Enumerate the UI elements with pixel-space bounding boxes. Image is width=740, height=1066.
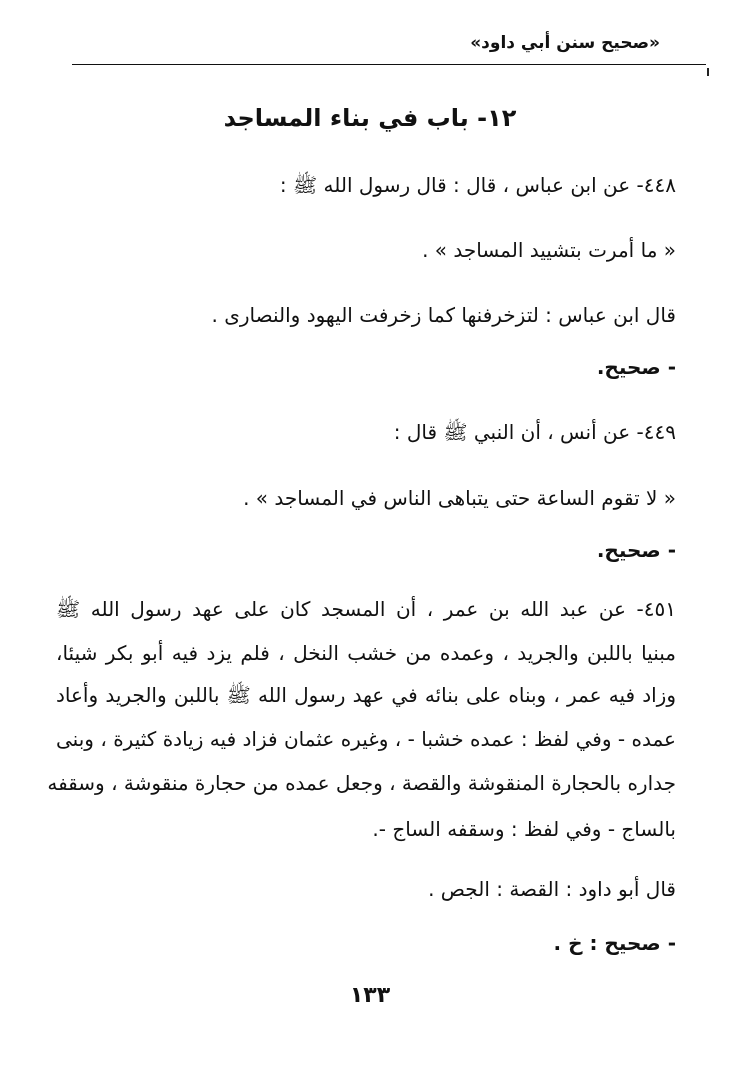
- hadith-451-comment: قال أبو داود : القصة : الجص .: [428, 877, 676, 901]
- hadith-451-line: بالساج - وفي لفظ : وسقفه الساج -.: [372, 817, 676, 841]
- margin-mark: [707, 68, 709, 76]
- hadith-451-grade: - صحيح : خ .: [553, 931, 676, 955]
- hadith-448-text: « ما أمرت بتشييد المساجد » .: [422, 238, 676, 262]
- hadith-448-intro: ٤٤٨- عن ابن عباس ، قال : قال رسول الله ﷺ :: [279, 173, 676, 197]
- header-rule: [72, 64, 706, 65]
- hadith-448-grade: - صحيح.: [596, 355, 676, 379]
- page-number: ١٣٣: [349, 983, 391, 1008]
- hadith-451-line: وزاد فيه عمر ، وبناه على بنائه في عهد رسول الله ﷺ باللبن والجريد وأعاد: [56, 683, 676, 707]
- hadith-449-text: « لا تقوم الساعة حتى يتباهى الناس في المساجد » .: [243, 486, 676, 510]
- hadith-448-comment: قال ابن عباس : لتزخرفنها كما زخرفت اليهود والنصارى .: [211, 303, 676, 327]
- hadith-449-grade: - صحيح.: [596, 538, 676, 562]
- running-head: «صحيح سنن أبي داود»: [470, 33, 660, 53]
- chapter-title: ١٢- باب في بناء المساجد: [223, 104, 517, 132]
- hadith-449-intro: ٤٤٩- عن أنس ، أن النبي ﷺ قال :: [393, 420, 676, 444]
- hadith-451-line: جداره بالحجارة المنقوشة والقصة ، وجعل عمده من حجارة منقوشة ، وسقفه: [47, 771, 676, 795]
- hadith-451-line: عمده - وفي لفظ : عمده خشبا - ، وغيره عثمان فزاد فيه زيادة كثيرة ، وبنى: [56, 727, 676, 751]
- hadith-451-line: مبنيا باللبن والجريد ، وعمده من خشب النخل ، فلم يزد فيه أبو بكر شيئا،: [56, 641, 676, 665]
- hadith-451-line: ٤٥١- عن عبد الله بن عمر ، أن المسجد كان على عهد رسول الله ﷺ: [56, 597, 676, 621]
